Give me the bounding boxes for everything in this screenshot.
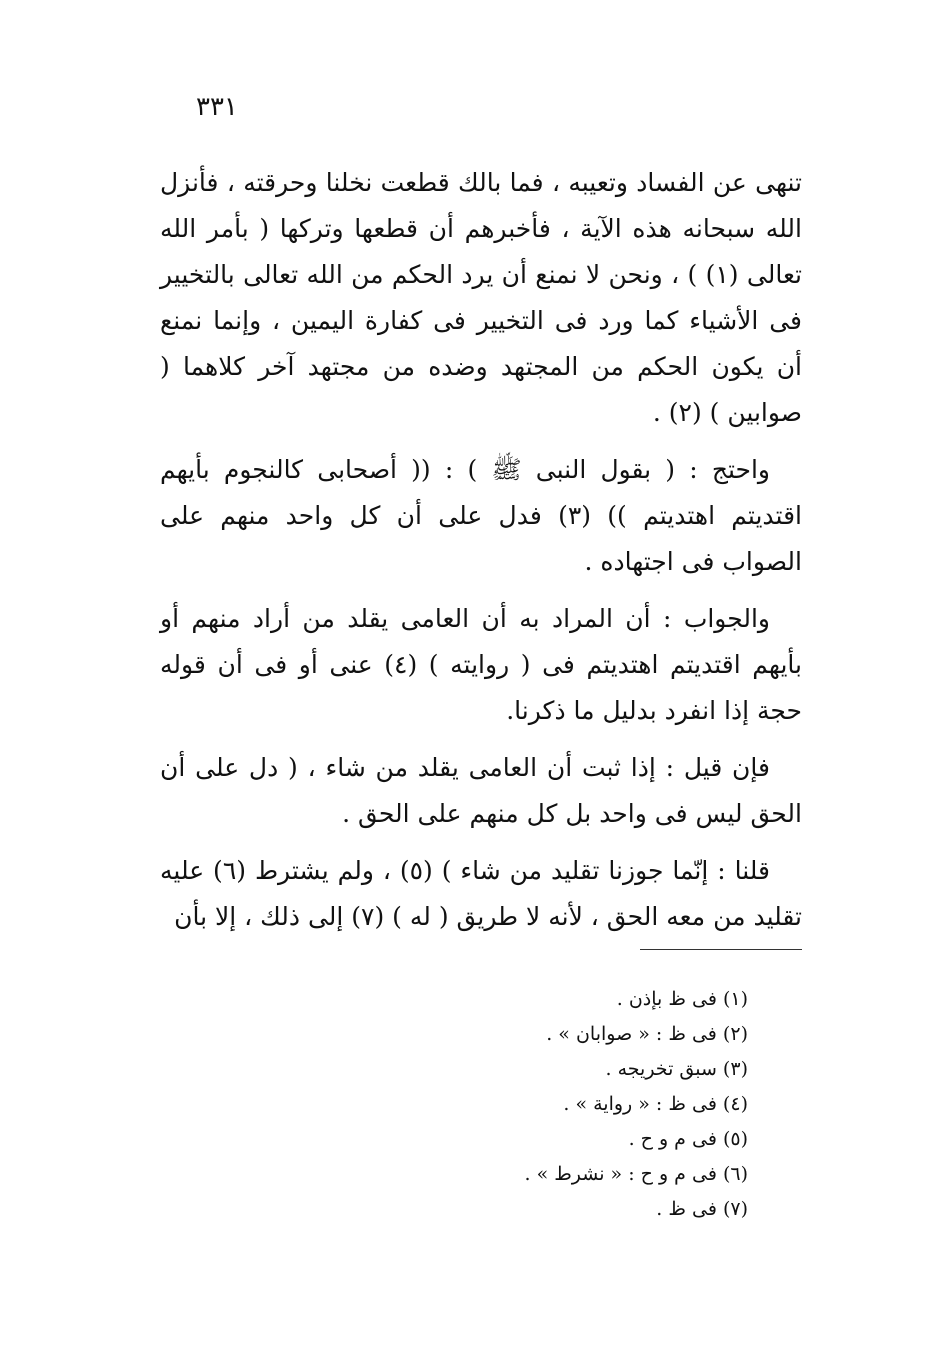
footnote-item: (٦) فى م و ح : « نشرط » . xyxy=(524,1163,748,1185)
paragraph: والجواب : أن المراد به أن العامى يقلد من أراد منهم أو بأيهم اقتديتم اهتديتم فى ( روايته ) (٤) عنى أو فى أن قوله حجة إذا انفرد بدليل ما ذكرنا. xyxy=(160,604,802,725)
main-text xyxy=(160,160,802,951)
paragraph: فإن قيل : إذا ثبت أن العامى يقلد من شاء ، ( دل على أن الحق ليس فى واحد بل كل منهم على الحق . xyxy=(160,753,802,828)
footnote-item: (٥) فى م و ح . xyxy=(628,1128,748,1150)
footnote-item: (٧) فى ظ . xyxy=(656,1198,748,1220)
paragraph: تنهى عن الفساد وتعيبه ، فما بالك قطعت نخلنا وحرقته ، فأنزل الله سبحانه هذه الآية ، فأخبرهم أن قطعها وتركها ( بأمر الله تعالى (١) ) ، ونحن لا نمنع أن يرد الحكم من الله تعالى بالتخيير فى الأشياء كما ورد فى التخيير فى كفارة اليمين ، وإنما نمنع أن يكون الحكم من المجتهد وضده من مجتهد آخر كلاهما ( صوابين ) (٢) . xyxy=(160,168,802,427)
footnote-item: (٢) فى ظ : « صوابان » . xyxy=(546,1023,748,1045)
footnote-item: (١) فى ظ بإذن . xyxy=(616,988,748,1010)
paragraph: قلنا : إنّما جوزنا تقليد من شاء ) (٥) ، ولم يشترط (٦) عليه تقليد من معه الحق ، لأنه لا طريق ( له ) (٧) إلى ذلك ، إلا بأن xyxy=(160,856,802,931)
footnotes-list xyxy=(348,982,748,1227)
footnote-divider xyxy=(640,949,802,950)
paragraph: واحتج : ( بقول النبى ﷺ ) : (( أصحابى كالنجوم بأيهم اقتديتم اهتديتم )) (٣) فدل على أن كل واحد منهم على الصواب فى اجتهاده . xyxy=(160,455,802,576)
footnote-item: (٣) سبق تخريجه . xyxy=(605,1058,748,1080)
footnote-item: (٤) فى ظ : « رواية » . xyxy=(563,1093,748,1115)
page-number: ٣٣١ xyxy=(196,92,238,122)
